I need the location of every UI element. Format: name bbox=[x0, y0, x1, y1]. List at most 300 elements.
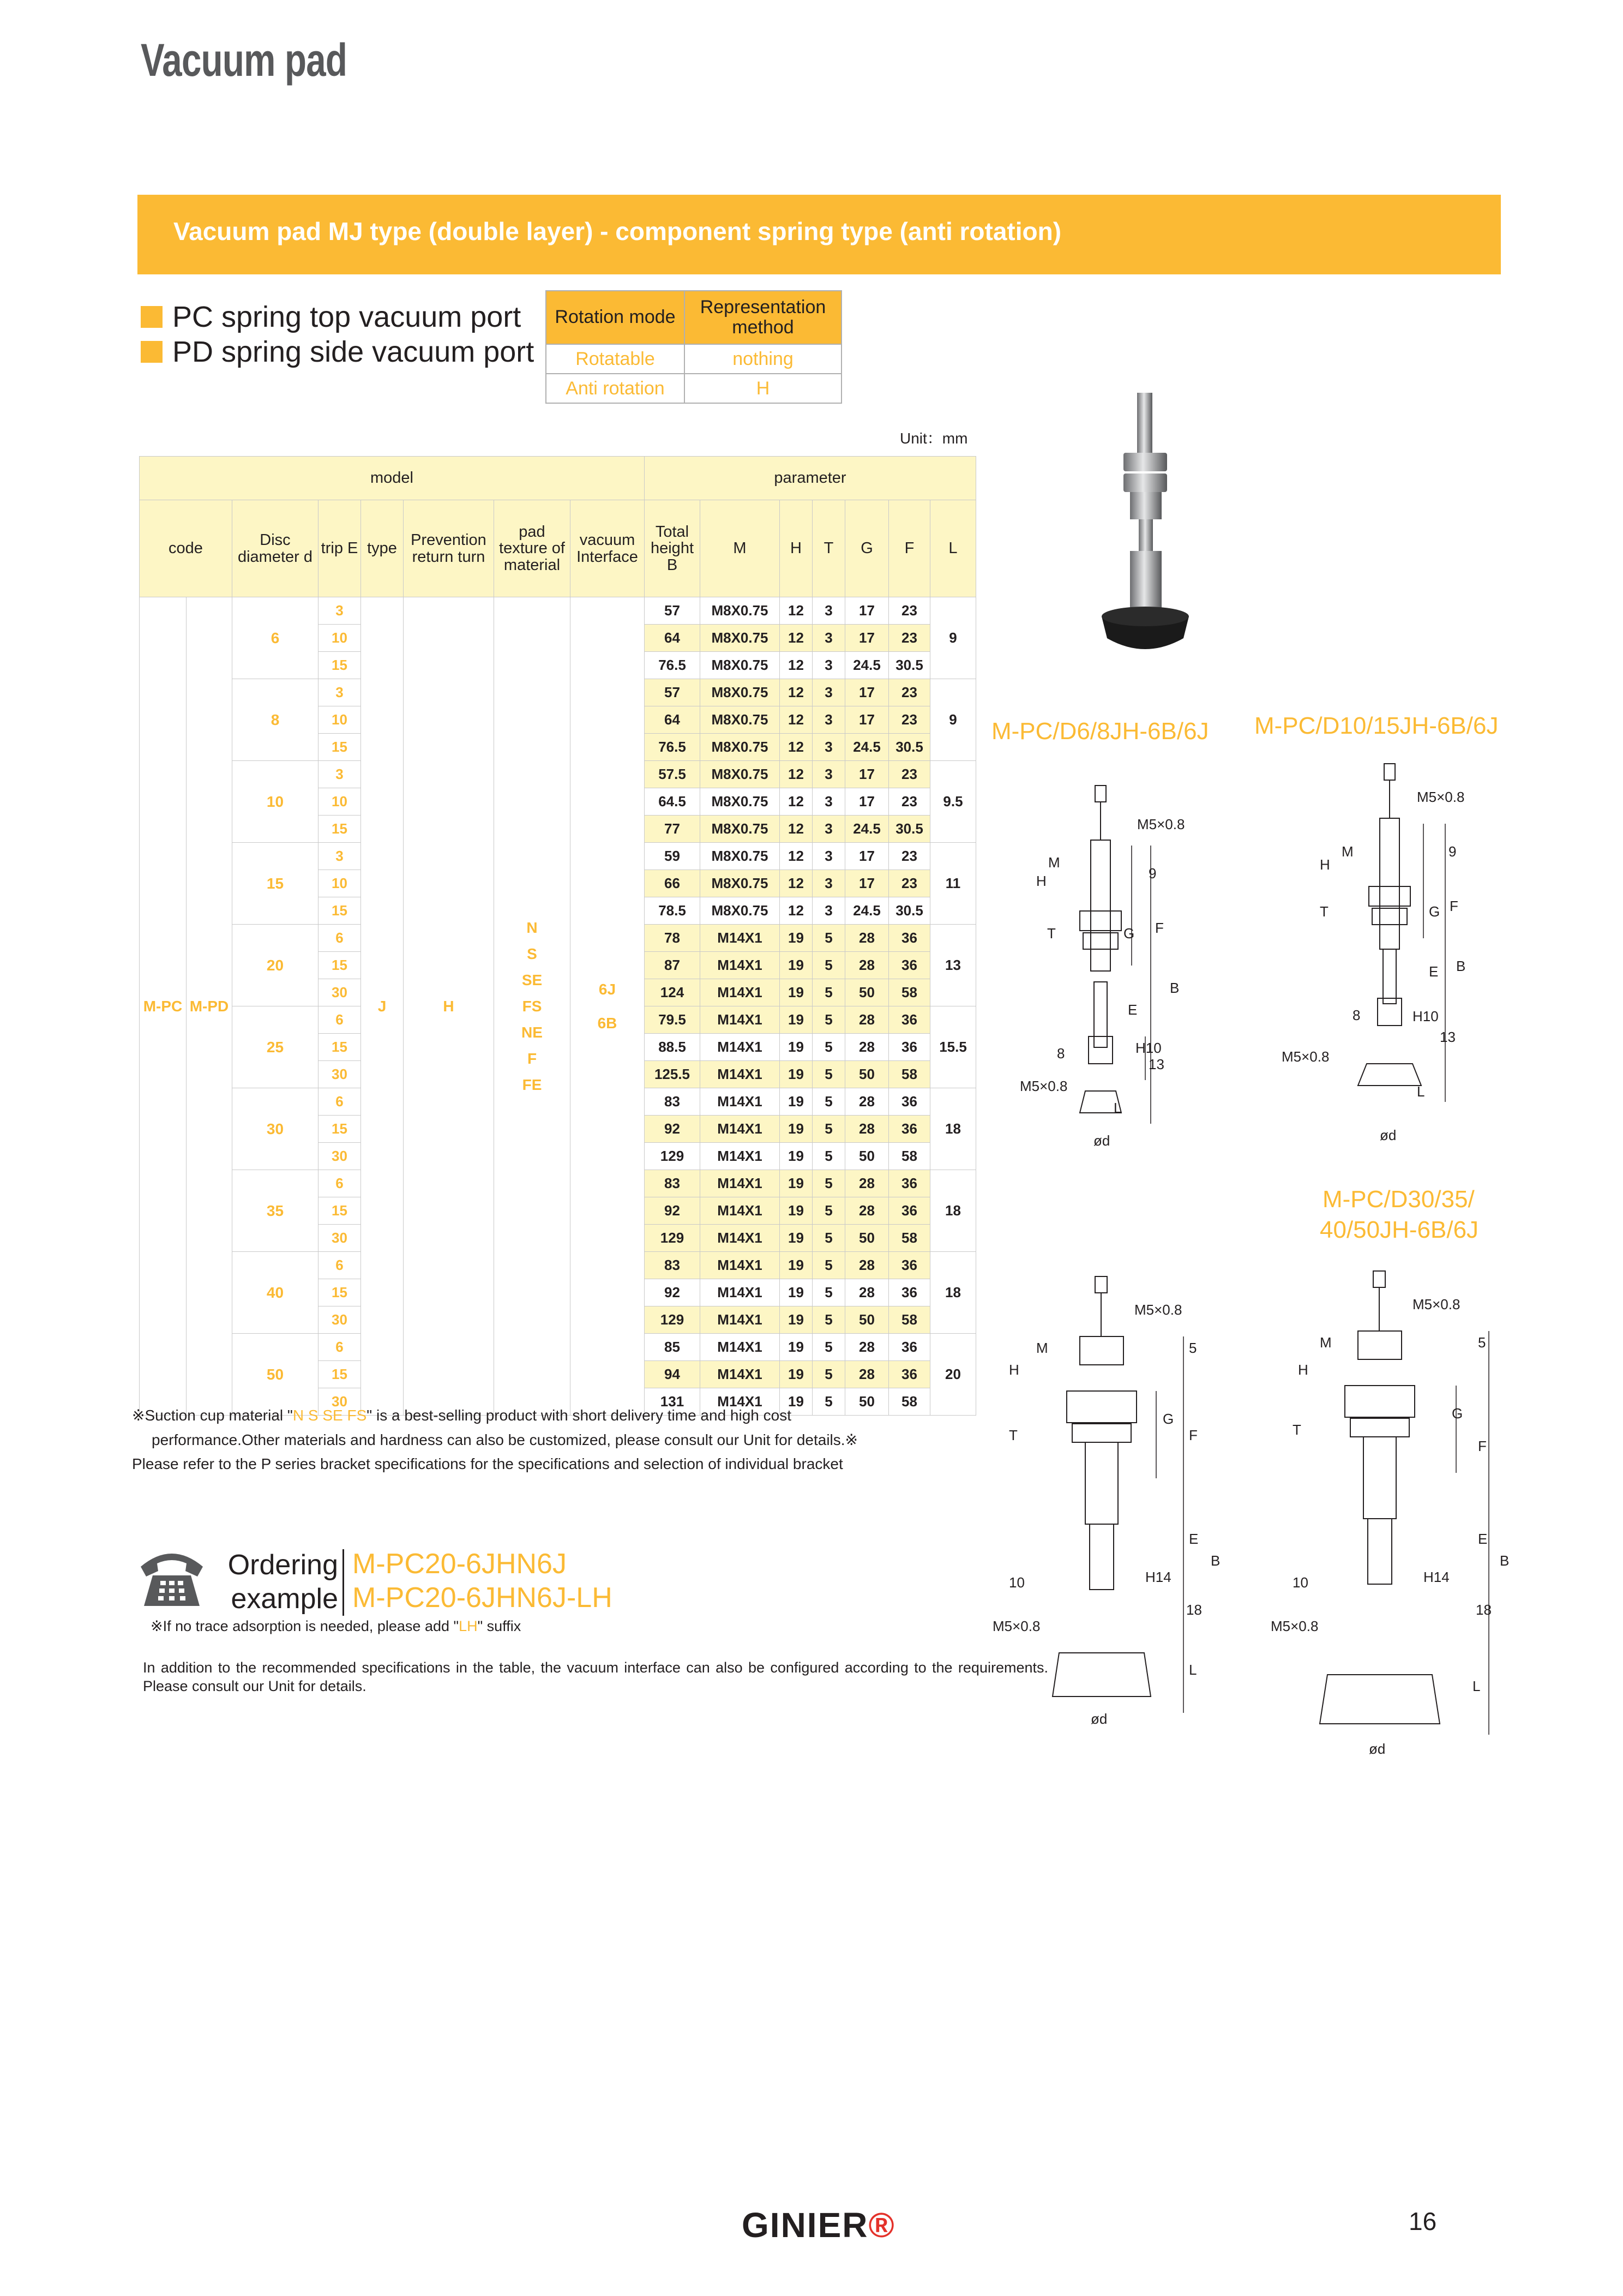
table-cell: 129 bbox=[645, 1143, 700, 1170]
table-cell: 15 bbox=[318, 952, 361, 979]
table-cell: 3 bbox=[813, 734, 845, 761]
table-cell: M14X1 bbox=[700, 979, 780, 1006]
material-item: SE bbox=[521, 971, 543, 988]
rotation-cell: Rotatable bbox=[546, 344, 684, 374]
table-cell: 20 bbox=[232, 925, 318, 1006]
diagram-label-d10-15: M-PC/D10/15JH-6B/6J bbox=[1254, 712, 1499, 739]
table-cell: 17 bbox=[845, 625, 889, 652]
table-cell: 5 bbox=[813, 979, 845, 1006]
table-cell: 6 bbox=[318, 1006, 361, 1034]
table-cell: 19 bbox=[780, 1088, 813, 1116]
dim-label: E bbox=[1189, 1531, 1199, 1547]
table-cell: 94 bbox=[645, 1361, 700, 1388]
dim-label: M5×0.8 bbox=[1282, 1048, 1330, 1065]
table-cell: 3 bbox=[813, 761, 845, 788]
dim-label: E bbox=[1478, 1531, 1488, 1547]
table-cell: 5 bbox=[813, 1361, 845, 1388]
table-cell: 11 bbox=[930, 843, 976, 925]
table-cell: 12 bbox=[780, 652, 813, 679]
table-cell: 19 bbox=[780, 952, 813, 979]
table-cell: 78 bbox=[645, 925, 700, 952]
table-cell: 58 bbox=[889, 1225, 930, 1252]
dim-label: H14 bbox=[1423, 1569, 1450, 1585]
dim-label: 5 bbox=[1478, 1334, 1486, 1351]
dim-label: L bbox=[1417, 1083, 1425, 1100]
table-cell: 5 bbox=[813, 1170, 845, 1197]
table-cell: M8X0.75 bbox=[700, 870, 780, 897]
table-cell: 6 bbox=[318, 1088, 361, 1116]
table-cell: 28 bbox=[845, 1006, 889, 1034]
dim-label: M5×0.8 bbox=[1412, 1296, 1460, 1312]
table-cell: 131 bbox=[645, 1388, 700, 1416]
table-cell: 20 bbox=[930, 1334, 976, 1416]
dim-label: L bbox=[1472, 1678, 1481, 1694]
table-cell: 79.5 bbox=[645, 1006, 700, 1034]
table-cell: 28 bbox=[845, 1279, 889, 1306]
table-cell: M-PD bbox=[187, 597, 232, 1416]
note-materials: N S SE FS bbox=[292, 1407, 367, 1424]
table-cell: 12 bbox=[780, 597, 813, 625]
table-cell: M8X0.75 bbox=[700, 761, 780, 788]
table-cell: M8X0.75 bbox=[700, 843, 780, 870]
table-cell: 17 bbox=[845, 788, 889, 816]
dim-label: L bbox=[1189, 1662, 1197, 1678]
table-cell: 36 bbox=[889, 1170, 930, 1197]
dim-label: G bbox=[1452, 1405, 1463, 1422]
table-cell: M8X0.75 bbox=[700, 816, 780, 843]
unit-label: Unit：mm bbox=[900, 430, 968, 447]
table-cell: 125.5 bbox=[645, 1061, 700, 1088]
column-header: vacuum Interface bbox=[570, 500, 645, 597]
table-cell: 3 bbox=[318, 761, 361, 788]
table-cell: M14X1 bbox=[700, 1034, 780, 1061]
drawing-d10-15 bbox=[1265, 758, 1500, 1151]
table-cell: 30 bbox=[232, 1088, 318, 1170]
page-title: Vacuum pad bbox=[141, 34, 347, 86]
table-cell: 76.5 bbox=[645, 734, 700, 761]
dim-label: B bbox=[1456, 958, 1466, 974]
table-cell: 36 bbox=[889, 1034, 930, 1061]
dim-label: B bbox=[1500, 1552, 1510, 1569]
vacuum-pad-photo bbox=[1069, 387, 1233, 676]
table-cell: 6 bbox=[318, 925, 361, 952]
dim-label: 13 bbox=[1149, 1056, 1164, 1072]
table-cell: 15 bbox=[318, 734, 361, 761]
table-cell: 30 bbox=[318, 1061, 361, 1088]
ordering-label bbox=[213, 1548, 338, 1616]
material-item: NE bbox=[521, 1023, 543, 1041]
dim-label: 8 bbox=[1352, 1007, 1361, 1023]
table-cell: M14X1 bbox=[700, 952, 780, 979]
interface-note: In addition to the recommended specifications in the table, the vacuum interface can also be configured according to the requirements. Please consult our Unit for details. bbox=[143, 1659, 1048, 1694]
table-cell: 57 bbox=[645, 597, 700, 625]
dim-label: M bbox=[1342, 843, 1354, 860]
table-cell: 15 bbox=[318, 1034, 361, 1061]
table-cell: M8X0.75 bbox=[700, 679, 780, 706]
table-cell: 15 bbox=[318, 897, 361, 925]
dim-label: 9 bbox=[1149, 865, 1157, 882]
dim-label: 10 bbox=[1293, 1574, 1308, 1591]
table-cell: 18 bbox=[930, 1088, 976, 1170]
material-item: N bbox=[526, 919, 538, 936]
table-cell: 24.5 bbox=[845, 897, 889, 925]
drawing-d30-50-a bbox=[971, 1260, 1243, 1740]
rotation-header: Rotation mode bbox=[546, 291, 684, 344]
table-cell: M14X1 bbox=[700, 1143, 780, 1170]
table-cell: 5 bbox=[813, 1197, 845, 1225]
dim-label: T bbox=[1047, 925, 1056, 942]
table-cell: M14X1 bbox=[700, 1088, 780, 1116]
table-cell: 40 bbox=[232, 1252, 318, 1334]
table-cell: 5 bbox=[813, 1116, 845, 1143]
table-cell: M14X1 bbox=[700, 1334, 780, 1361]
table-cell: H bbox=[404, 597, 494, 1416]
table-cell: 5 bbox=[813, 1143, 845, 1170]
table-cell: 28 bbox=[845, 1034, 889, 1061]
dim-label: H10 bbox=[1412, 1008, 1439, 1024]
table-cell: 58 bbox=[889, 1143, 930, 1170]
note-text: " is a best-selling product with short delivery time and high cost bbox=[366, 1407, 791, 1424]
table-cell: 57 bbox=[645, 679, 700, 706]
table-cell: 64 bbox=[645, 625, 700, 652]
diagram-label-d30-50-line2: 40/50JH-6B/6J bbox=[1320, 1216, 1479, 1243]
table-cell: 92 bbox=[645, 1116, 700, 1143]
dim-label: F bbox=[1450, 898, 1458, 914]
table-cell: 6 bbox=[318, 1252, 361, 1279]
dim-label: T bbox=[1320, 903, 1329, 920]
table-cell: 15 bbox=[318, 1197, 361, 1225]
dim-label: ød bbox=[1093, 1132, 1110, 1149]
table-cell: 19 bbox=[780, 1116, 813, 1143]
table-cell: 36 bbox=[889, 925, 930, 952]
ordering-code: M-PC20-6JHN6J-LH bbox=[352, 1582, 612, 1614]
note-suffix: LH bbox=[459, 1618, 478, 1634]
ordering-label-line: example bbox=[231, 1583, 338, 1615]
table-row bbox=[140, 597, 976, 625]
dim-label: 5 bbox=[1189, 1340, 1197, 1356]
table-cell: 10 bbox=[318, 625, 361, 652]
dim-label: M5×0.8 bbox=[1271, 1618, 1319, 1634]
material-note bbox=[132, 1406, 791, 1424]
column-header: Disc diameter d bbox=[232, 500, 318, 597]
table-cell: 28 bbox=[845, 1361, 889, 1388]
bullet-square-icon bbox=[141, 306, 163, 328]
table-cell: 24.5 bbox=[845, 734, 889, 761]
table-cell: 28 bbox=[845, 1197, 889, 1225]
dim-label: M5×0.8 bbox=[1137, 816, 1185, 832]
dim-label: T bbox=[1009, 1427, 1018, 1443]
table-cell: M8X0.75 bbox=[700, 897, 780, 925]
table-cell: 30 bbox=[318, 1388, 361, 1416]
table-cell: 12 bbox=[780, 870, 813, 897]
table-cell: 18 bbox=[930, 1170, 976, 1252]
table-cell: 23 bbox=[889, 679, 930, 706]
interface-item: 6J bbox=[598, 980, 616, 998]
table-cell: 6 bbox=[232, 597, 318, 679]
dim-label: H bbox=[1320, 856, 1330, 873]
table-cell: 124 bbox=[645, 979, 700, 1006]
table-cell: 15 bbox=[318, 816, 361, 843]
rotation-table bbox=[545, 290, 842, 404]
table-cell: 23 bbox=[889, 706, 930, 734]
table-cell: 129 bbox=[645, 1306, 700, 1334]
table-cell: 23 bbox=[889, 625, 930, 652]
table-cell: 13 bbox=[930, 925, 976, 1006]
column-header: G bbox=[845, 500, 889, 597]
table-cell: 83 bbox=[645, 1170, 700, 1197]
table-cell: M14X1 bbox=[700, 1170, 780, 1197]
table-cell: 5 bbox=[813, 1061, 845, 1088]
dim-label: 8 bbox=[1057, 1045, 1065, 1062]
dim-label: M bbox=[1036, 1340, 1048, 1356]
dim-label: M5×0.8 bbox=[1020, 1078, 1068, 1094]
table-cell: 19 bbox=[780, 925, 813, 952]
note-text: ※Suction cup material " bbox=[132, 1407, 293, 1424]
table-cell: M14X1 bbox=[700, 1116, 780, 1143]
table-cell: 30 bbox=[318, 1143, 361, 1170]
table-cell: 5 bbox=[813, 1279, 845, 1306]
table-cell: 35 bbox=[232, 1170, 318, 1252]
material-list bbox=[494, 597, 570, 1416]
table-cell: M14X1 bbox=[700, 1252, 780, 1279]
dim-label: L bbox=[1114, 1100, 1122, 1116]
interface-list bbox=[570, 597, 645, 1416]
table-cell: 17 bbox=[845, 597, 889, 625]
trace-note bbox=[151, 1618, 521, 1635]
dim-label: E bbox=[1128, 1002, 1138, 1018]
table-cell: 15 bbox=[318, 1361, 361, 1388]
table-cell: 17 bbox=[845, 870, 889, 897]
table-cell: 28 bbox=[845, 1252, 889, 1279]
table-cell: 12 bbox=[780, 897, 813, 925]
table-cell: 28 bbox=[845, 1116, 889, 1143]
table-cell: 30.5 bbox=[889, 734, 930, 761]
group-header-model: model bbox=[140, 457, 645, 500]
dim-label: H bbox=[1298, 1362, 1308, 1378]
table-cell: 30.5 bbox=[889, 897, 930, 925]
table-cell: 5 bbox=[813, 1306, 845, 1334]
ordering-code: M-PC20-6JHN6J bbox=[352, 1548, 567, 1580]
table-cell: 19 bbox=[780, 1388, 813, 1416]
table-cell: M14X1 bbox=[700, 1061, 780, 1088]
table-cell: 5 bbox=[813, 925, 845, 952]
table-cell: 36 bbox=[889, 1252, 930, 1279]
port-label: PD spring side vacuum port bbox=[172, 335, 534, 368]
table-cell: 12 bbox=[780, 761, 813, 788]
table-cell: M8X0.75 bbox=[700, 734, 780, 761]
table-cell: 8 bbox=[232, 679, 318, 761]
table-cell: 19 bbox=[780, 1225, 813, 1252]
table-cell: M8X0.75 bbox=[700, 625, 780, 652]
dim-label: M bbox=[1320, 1334, 1332, 1351]
table-cell: M14X1 bbox=[700, 1225, 780, 1252]
table-cell: 3 bbox=[813, 870, 845, 897]
brand-name: GINIER bbox=[742, 2205, 869, 2245]
rotation-cell: nothing bbox=[684, 344, 841, 374]
table-cell: 19 bbox=[780, 1197, 813, 1225]
table-cell: 50 bbox=[845, 1388, 889, 1416]
rotation-cell: Anti rotation bbox=[546, 374, 684, 403]
table-cell: 12 bbox=[780, 843, 813, 870]
table-cell: 5 bbox=[813, 1388, 845, 1416]
table-cell: 3 bbox=[813, 816, 845, 843]
column-header: F bbox=[889, 500, 930, 597]
table-cell: 17 bbox=[845, 843, 889, 870]
dim-label: H bbox=[1036, 873, 1047, 889]
material-item: F bbox=[527, 1050, 537, 1067]
dim-label: M5×0.8 bbox=[993, 1618, 1041, 1634]
port-label: PC spring top vacuum port bbox=[172, 301, 521, 333]
table-cell: 12 bbox=[780, 625, 813, 652]
table-cell: 10 bbox=[318, 706, 361, 734]
table-cell: 58 bbox=[889, 1388, 930, 1416]
column-header: M bbox=[700, 500, 780, 597]
table-cell: 30 bbox=[318, 1225, 361, 1252]
table-cell: 28 bbox=[845, 1170, 889, 1197]
table-cell: 50 bbox=[845, 1061, 889, 1088]
table-cell: 19 bbox=[780, 1252, 813, 1279]
table-cell: 36 bbox=[889, 1006, 930, 1034]
ordering-divider bbox=[342, 1549, 344, 1616]
column-header: H bbox=[780, 500, 813, 597]
table-cell: 36 bbox=[889, 1116, 930, 1143]
dim-label: ød bbox=[1091, 1711, 1108, 1727]
column-header: Prevention return turn bbox=[404, 500, 494, 597]
section-banner bbox=[137, 195, 1501, 274]
table-cell: 3 bbox=[813, 652, 845, 679]
table-cell: 12 bbox=[780, 734, 813, 761]
table-cell: 19 bbox=[780, 1061, 813, 1088]
material-note-2: performance.Other materials and hardness can also be customized, please consult our Unit for details.※ bbox=[152, 1431, 858, 1448]
dim-label: T bbox=[1293, 1422, 1301, 1438]
page-number: 16 bbox=[1409, 2207, 1437, 2235]
table-cell: 5 bbox=[813, 1252, 845, 1279]
table-cell: 17 bbox=[845, 761, 889, 788]
table-cell: 15 bbox=[318, 1279, 361, 1306]
table-cell: 83 bbox=[645, 1088, 700, 1116]
dim-label: M5×0.8 bbox=[1134, 1302, 1182, 1318]
table-cell: 5 bbox=[813, 1334, 845, 1361]
table-cell: 19 bbox=[780, 1006, 813, 1034]
brand-mark-icon: ® bbox=[868, 2205, 895, 2245]
column-header: trip E bbox=[318, 500, 361, 597]
table-cell: 36 bbox=[889, 1088, 930, 1116]
table-cell: 28 bbox=[845, 925, 889, 952]
table-cell: 64 bbox=[645, 706, 700, 734]
table-cell: 30 bbox=[318, 1306, 361, 1334]
dim-label: 18 bbox=[1476, 1602, 1492, 1618]
ordering-codes bbox=[352, 1547, 612, 1615]
dim-label: F bbox=[1478, 1438, 1487, 1454]
dim-label: ød bbox=[1380, 1127, 1397, 1143]
telephone-icon bbox=[136, 1545, 207, 1610]
column-header: type bbox=[361, 500, 404, 597]
port-item-pd bbox=[141, 335, 534, 369]
table-cell: 3 bbox=[813, 679, 845, 706]
table-cell: 15 bbox=[232, 843, 318, 925]
table-cell: 23 bbox=[889, 870, 930, 897]
dim-label: G bbox=[1163, 1411, 1174, 1427]
table-cell: 30.5 bbox=[889, 816, 930, 843]
dim-label: G bbox=[1429, 903, 1440, 920]
table-cell: M8X0.75 bbox=[700, 788, 780, 816]
drawing-d6-8 bbox=[987, 775, 1233, 1167]
table-cell: 87 bbox=[645, 952, 700, 979]
column-header: T bbox=[813, 500, 845, 597]
table-cell: 92 bbox=[645, 1279, 700, 1306]
table-cell: 24.5 bbox=[845, 652, 889, 679]
table-cell: 58 bbox=[889, 1306, 930, 1334]
table-cell: 19 bbox=[780, 1361, 813, 1388]
table-cell: 17 bbox=[845, 679, 889, 706]
table-cell: 28 bbox=[845, 952, 889, 979]
table-cell: M14X1 bbox=[700, 925, 780, 952]
table-cell: 23 bbox=[889, 788, 930, 816]
column-header: code bbox=[140, 500, 232, 597]
table-cell: 50 bbox=[845, 1225, 889, 1252]
table-cell: 77 bbox=[645, 816, 700, 843]
table-cell: 23 bbox=[889, 761, 930, 788]
table-cell: 129 bbox=[645, 1225, 700, 1252]
table-cell: 83 bbox=[645, 1252, 700, 1279]
diagram-label-d6-8: M-PC/D6/8JH-6B/6J bbox=[991, 718, 1209, 745]
spec-table bbox=[139, 456, 976, 1416]
dim-label: M5×0.8 bbox=[1417, 789, 1465, 805]
table-cell: 36 bbox=[889, 1334, 930, 1361]
table-cell: 5 bbox=[813, 1088, 845, 1116]
table-cell: M8X0.75 bbox=[700, 706, 780, 734]
dim-label: H bbox=[1009, 1362, 1019, 1378]
group-header-parameter: parameter bbox=[645, 457, 976, 500]
table-cell: M8X0.75 bbox=[700, 597, 780, 625]
table-cell: 9 bbox=[930, 679, 976, 761]
table-cell: 19 bbox=[780, 1334, 813, 1361]
table-cell: 10 bbox=[318, 870, 361, 897]
table-cell: 24.5 bbox=[845, 816, 889, 843]
table-cell: 36 bbox=[889, 1279, 930, 1306]
column-header: Total height B bbox=[645, 500, 700, 597]
table-cell: M8X0.75 bbox=[700, 652, 780, 679]
table-cell: 19 bbox=[780, 1170, 813, 1197]
table-cell: 50 bbox=[845, 979, 889, 1006]
rotation-header: Representation method bbox=[684, 291, 841, 344]
table-cell: 3 bbox=[813, 625, 845, 652]
table-cell: 66 bbox=[645, 870, 700, 897]
table-cell: 17 bbox=[845, 706, 889, 734]
dim-label: 13 bbox=[1440, 1029, 1456, 1045]
table-cell: 36 bbox=[889, 1197, 930, 1225]
material-item: FE bbox=[522, 1076, 542, 1093]
table-cell: M14X1 bbox=[700, 1197, 780, 1225]
column-header: L bbox=[930, 500, 976, 597]
bracket-note: Please refer to the P series bracket specifications for the specifications and selection of individual bracket bbox=[132, 1455, 843, 1472]
table-cell: 28 bbox=[845, 1334, 889, 1361]
interface-item: 6B bbox=[597, 1014, 617, 1032]
table-cell: M14X1 bbox=[700, 1306, 780, 1334]
table-cell: 9.5 bbox=[930, 761, 976, 843]
diagram-label-d30-50-line1: M-PC/D30/35/ bbox=[1323, 1186, 1475, 1213]
dim-label: 10 bbox=[1009, 1574, 1025, 1591]
dim-label: G bbox=[1123, 925, 1135, 942]
banner-title: Vacuum pad MJ type (double layer) - component spring type (anti rotation) bbox=[173, 217, 1062, 245]
column-header: pad texture of material bbox=[494, 500, 570, 597]
table-cell: 3 bbox=[318, 597, 361, 625]
table-cell: 50 bbox=[845, 1306, 889, 1334]
table-cell: 58 bbox=[889, 1061, 930, 1088]
brand-logo bbox=[742, 2205, 895, 2245]
table-cell: 3 bbox=[813, 897, 845, 925]
table-cell: 78.5 bbox=[645, 897, 700, 925]
